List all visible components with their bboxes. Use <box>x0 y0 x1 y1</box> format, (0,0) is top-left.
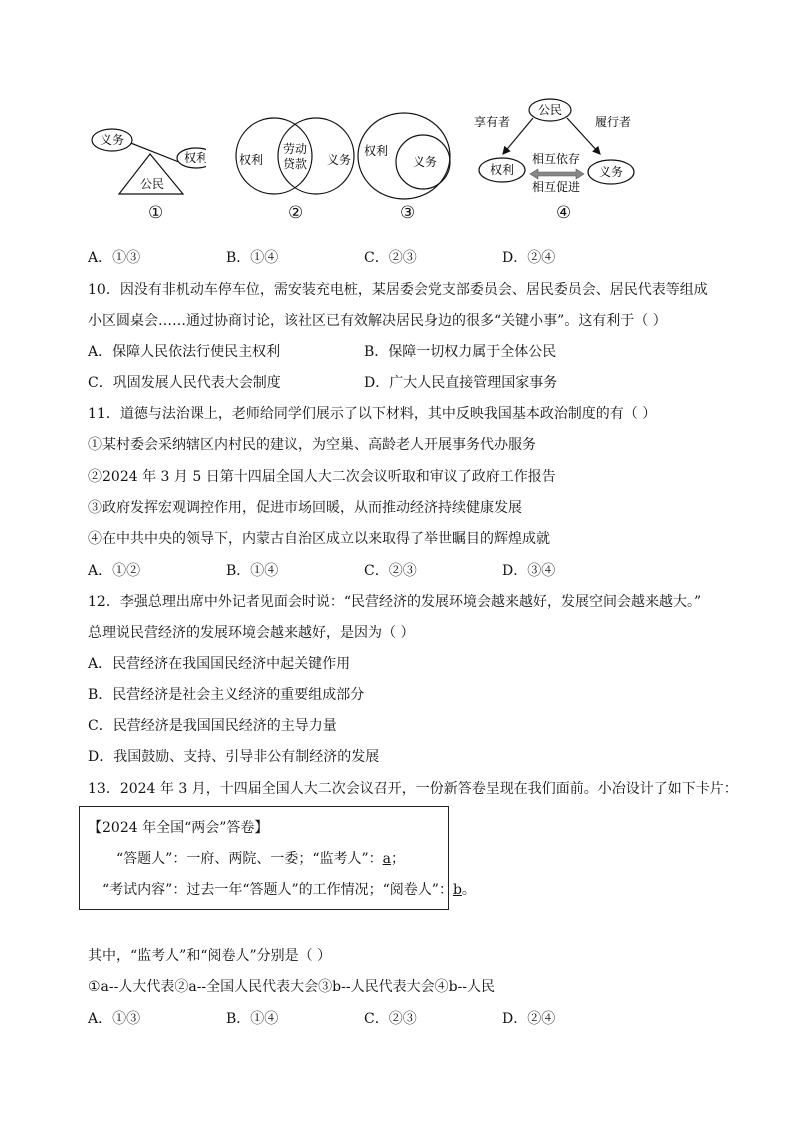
q9-option-b[interactable]: B．①④ <box>226 250 279 266</box>
svg-text:相互依存: 相互依存 <box>531 152 581 166</box>
q13-option-d[interactable]: D．②④ <box>502 1011 556 1027</box>
svg-text:公民: 公民 <box>139 177 165 191</box>
card-line-grader: “考试内容”：过去一年“答题人”的工作情况；“阅卷人”：b。 <box>102 882 476 898</box>
figure-4-label: ④ <box>556 203 572 223</box>
q13-stem: 13．2024 年 3 月，十四届全国人大二次会议召开，一份新答卷呈现在我们面前。小冶设计了如下卡片： <box>88 781 738 797</box>
figure-1 <box>86 96 206 210</box>
figure-2 <box>232 96 372 210</box>
relation-diagram <box>470 92 645 202</box>
card-line-examiner: “答题人”：一府、两院、一委；“监考人”：a； <box>116 851 405 867</box>
svg-text:公民: 公民 <box>537 103 563 117</box>
q10-option-c[interactable]: C．巩固发展人民代表大会制度 <box>88 375 281 391</box>
svg-text:权利: 权利 <box>238 153 264 167</box>
figure-4 <box>470 92 645 206</box>
q11-stem: 11．道德与法治课上，老师给同学们展示了以下材料，其中反映我国基本政治制度的有（ ） <box>88 406 657 422</box>
nested-circles-diagram <box>352 96 462 206</box>
q9-options <box>88 248 708 268</box>
svg-text:义务: 义务 <box>99 133 125 147</box>
figure-3-label: ③ <box>400 203 416 223</box>
q12-stem-line1: 12．李强总理出席中外记者见面会时说：“民营经济的发展环境会越来越好，发展空间会越来越大。” <box>88 594 702 610</box>
q11-option-c[interactable]: C．②③ <box>364 563 417 579</box>
q12-stem-line2: 总理说民营经济的发展环境会越来越好，是因为（ ） <box>88 625 415 641</box>
q10-options-row1 <box>88 342 708 362</box>
svg-text:享有者: 享有者 <box>473 115 511 129</box>
q12-option-c[interactable]: C．民营经济是我国国民经济的主导力量 <box>88 718 337 734</box>
q9-option-c[interactable]: C．②③ <box>364 250 417 266</box>
q10-options-row2 <box>88 373 708 393</box>
svg-text:相互促进: 相互促进 <box>531 180 581 194</box>
q11-option-d[interactable]: D．③④ <box>502 563 556 579</box>
svg-text:义务: 义务 <box>598 165 624 179</box>
svg-text:贷款: 贷款 <box>282 157 308 171</box>
q10-stem-line2: 小区圆桌会……通过协商讨论，该社区已有效解决居民身边的很多“关键小事”。这有利于（ ） <box>88 313 667 329</box>
q11-option-b[interactable]: B．①④ <box>226 563 279 579</box>
figure-2-label: ② <box>288 203 304 223</box>
q11-option-a[interactable]: A．①② <box>88 563 141 579</box>
q13-option-a[interactable]: A．①③ <box>88 1011 141 1027</box>
blank-a: a <box>382 851 391 867</box>
q11-item-4: ④在中共中央的领导下，内蒙古自治区成立以来取得了举世瞩目的辉煌成就 <box>88 531 550 547</box>
figure-1-label: ① <box>148 203 164 223</box>
q13-options <box>88 1009 708 1029</box>
q13-option-c[interactable]: C．②③ <box>364 1011 417 1027</box>
q10-stem-line1: 10．因没有非机动车停车位，需安装充电桩，某居委会党支部委员会、居民委员会、居民代表等组成 <box>88 282 708 298</box>
q10-option-d[interactable]: D．广大人民直接管理国家事务 <box>364 375 558 391</box>
q11-item-3: ③政府发挥宏观调控作用，促进市场回暖，从而推动经济持续健康发展 <box>88 500 522 516</box>
svg-text:权利: 权利 <box>183 151 206 165</box>
svg-text:履行者: 履行者 <box>594 115 632 129</box>
figure-3 <box>352 96 462 210</box>
q13-question: 其中，“监考人”和“阅卷人”分别是（ ） <box>88 948 332 964</box>
answer-card <box>79 806 476 910</box>
q12-option-d[interactable]: D．我国鼓励、支持、引导非公有制经济的发展 <box>88 749 380 765</box>
svg-text:权利: 权利 <box>363 144 389 158</box>
q10-option-b[interactable]: B．保障一切权力属于全体公民 <box>364 344 557 360</box>
card-title: 【2024 年全国“两会”答卷】 <box>88 820 269 836</box>
svg-text:义务: 义务 <box>412 155 438 169</box>
q11-item-1: ①某村委会采纳辖区内村民的建议，为空巢、高龄老人开展事务代办服务 <box>88 437 536 453</box>
q13-items: ①a--人大代表②a--全国人民代表大会③b--人民代表大会④b--人民 <box>88 979 496 995</box>
svg-text:权利: 权利 <box>489 163 515 177</box>
q9-option-a[interactable]: A．①③ <box>88 250 141 266</box>
seesaw-diagram <box>86 96 206 206</box>
svg-text:劳动: 劳动 <box>282 142 308 156</box>
q12-option-b[interactable]: B．民营经济是社会主义经济的重要组成部分 <box>88 687 365 703</box>
q13-option-b[interactable]: B．①④ <box>226 1011 279 1027</box>
blank-b: b <box>452 882 462 898</box>
svg-text:义务: 义务 <box>326 153 352 167</box>
q11-item-2: ②2024 年 3 月 5 日第十四届全国人大二次会议听取和审议了政府工作报告 <box>88 469 556 485</box>
q12-option-a[interactable]: A．民营经济在我国国民经济中起关键作用 <box>88 656 351 672</box>
q11-options <box>88 561 708 581</box>
q9-option-d[interactable]: D．②④ <box>502 250 556 266</box>
venn-diagram <box>232 96 372 206</box>
q10-option-a[interactable]: A．保障人民依法行使民主权利 <box>88 344 281 360</box>
